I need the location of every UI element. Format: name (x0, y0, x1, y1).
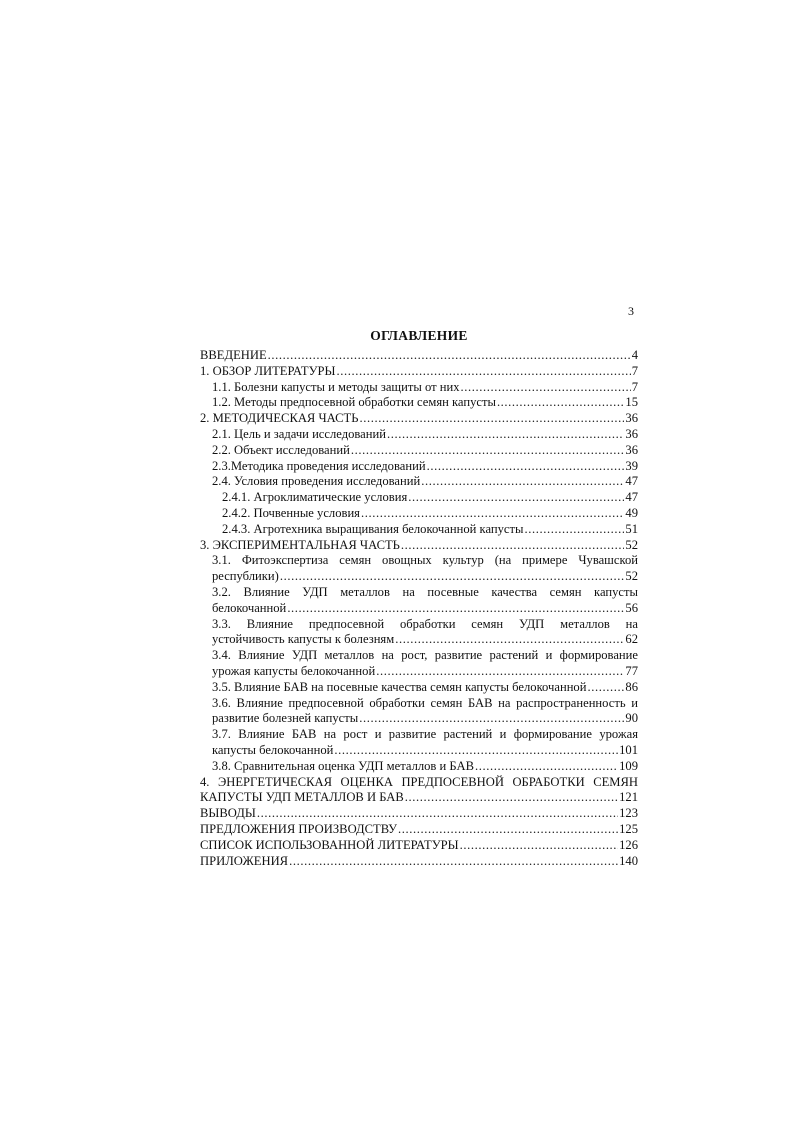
leader-dots (587, 680, 624, 696)
toc-entry-3-7[interactable] (200, 727, 638, 759)
toc-entry-2-3[interactable] (200, 459, 638, 475)
toc-entry-chapter-1[interactable] (200, 364, 638, 380)
leader-dots (280, 569, 625, 585)
leader-dots (336, 364, 630, 380)
toc-entry-2-4-1[interactable] (200, 490, 638, 506)
toc-entry-page: 51 (625, 521, 638, 536)
toc-entry-references[interactable] (200, 838, 638, 854)
toc-entry-chapter-3[interactable] (200, 538, 638, 554)
toc-entry-3-4[interactable] (200, 648, 638, 680)
toc-entry-page: 36 (625, 411, 638, 426)
toc-entry-page: 123 (619, 806, 638, 821)
toc-entry-page: 49 (625, 505, 638, 520)
leader-dots (408, 490, 624, 506)
toc-entry-conclusions[interactable] (200, 806, 638, 822)
page-number: 3 (628, 304, 634, 318)
leader-dots (289, 854, 618, 870)
toc-entry-3-8[interactable] (200, 759, 638, 775)
toc-title: ОГЛАВЛЕНИЕ (370, 328, 468, 343)
leader-dots (398, 822, 618, 838)
toc-entry-label-line-2: капусты белокочанной (212, 742, 334, 757)
toc-entry-page: 140 (619, 853, 638, 868)
leader-dots (461, 380, 631, 396)
toc-entry-2-4-2[interactable] (200, 506, 638, 522)
toc-entry-label: ПРЕДЛОЖЕНИЯ ПРОИЗВОДСТВУ (200, 821, 398, 836)
leader-dots (421, 474, 624, 490)
toc-entry-3-6[interactable] (200, 696, 638, 728)
leader-dots (405, 790, 618, 806)
toc-entry-page: 121 (619, 790, 638, 805)
toc-entry-page: 36 (625, 442, 638, 457)
toc-entry-label: 2. МЕТОДИЧЕСКАЯ ЧАСТЬ (200, 411, 359, 426)
toc-entry-label-line-1: 3.1. Фитоэкспертиза семян овощных культур (на примере Чувашской (212, 553, 638, 568)
toc-entry-label-line-1: 3.7. Влияние БАВ на рост и развитие растений и формирование урожая (212, 727, 638, 742)
toc-entry-appendices[interactable] (200, 854, 638, 870)
leader-dots (475, 759, 618, 775)
leader-dots (376, 664, 624, 680)
toc-entry-2-4-3[interactable] (200, 522, 638, 538)
toc-entry-label: 2.2. Объект исследований (212, 442, 350, 457)
toc-entry-label: ПРИЛОЖЕНИЯ (200, 853, 289, 868)
leader-dots (287, 601, 624, 617)
leader-dots (334, 743, 618, 759)
toc-entry-chapter-2[interactable] (200, 411, 638, 427)
toc-entry-label: 2.4.1. Агроклиматические условия (222, 490, 408, 505)
toc-entry-label-line-1: 3.4. Влияние УДП металлов на рост, развитие растений и формирование (212, 648, 638, 663)
toc-entry-label-line-2: республики) (212, 569, 279, 584)
leader-dots (359, 411, 624, 427)
toc-entry-2-2[interactable] (200, 443, 638, 459)
toc-entry-label-line-1: 4. ЭНЕРГЕТИЧЕСКАЯ ОЦЕНКА ПРЕДПОСЕВНОЙ ОБРАБОТКИ СЕМЯН (200, 774, 638, 789)
toc-entry-label-line-1: 3.3. Влияние предпосевной обработки семян УДП металлов на (212, 616, 638, 631)
toc-entry-proposals[interactable] (200, 822, 638, 838)
toc-entry-chapter-4[interactable] (200, 775, 638, 807)
leader-dots (257, 806, 618, 822)
toc-entry-label: ВЫВОДЫ (200, 806, 256, 821)
leader-dots (351, 443, 625, 459)
toc-entry-label: 2.4.2. Почвенные условия (222, 505, 360, 520)
table-of-contents (200, 348, 638, 869)
leader-dots (395, 632, 624, 648)
toc-entry-page: 47 (625, 490, 638, 505)
toc-entry-page: 126 (619, 837, 638, 852)
toc-entry-page: 125 (619, 821, 638, 836)
toc-entry-label-line-2: развитие болезней капусты (212, 711, 359, 726)
toc-entry-label-line-2: КАПУСТЫ УДП МЕТАЛЛОВ И БАВ (200, 790, 404, 805)
toc-entry-page: 36 (625, 426, 638, 441)
toc-entry-page: 52 (625, 537, 638, 552)
leader-dots (497, 395, 624, 411)
toc-entry-page: 62 (625, 632, 638, 647)
toc-entry-label: 2.3.Методика проведения исследований (212, 458, 426, 473)
toc-entry-page: 7 (631, 363, 638, 378)
toc-entry-page: 109 (619, 758, 638, 773)
toc-entry-page: 47 (625, 474, 638, 489)
toc-entry-3-2[interactable] (200, 585, 638, 617)
toc-entry-page: 52 (625, 569, 638, 584)
toc-entry-label: ВВЕДЕНИЕ (200, 348, 267, 362)
toc-entry-label-line-1: 3.2. Влияние УДП металлов на посевные качества семян капусты (212, 584, 638, 599)
toc-entry-label-line-2: белокочанной (212, 600, 287, 615)
leader-dots (460, 838, 618, 854)
toc-entry-label: 3.8. Сравнительная оценка УДП металлов и БАВ (212, 758, 474, 773)
toc-entry-label: 1.1. Болезни капусты и методы защиты от них (212, 379, 460, 394)
toc-entry-label-line-1: 3.6. Влияние предпосевной обработки семян БАВ на распространенность и (212, 695, 638, 710)
toc-entry-page: 4 (631, 348, 638, 362)
toc-entry-label: СПИСОК ИСПОЛЬЗОВАННОЙ ЛИТЕРАТУРЫ (200, 837, 459, 852)
toc-entry-3-3[interactable] (200, 617, 638, 649)
toc-entry-label: 2.4.3. Агротехника выращивания белокочанной капусты (222, 521, 524, 536)
leader-dots (401, 538, 624, 554)
leader-dots (268, 348, 631, 364)
toc-entry-page: 101 (619, 742, 638, 757)
leader-dots (524, 522, 624, 538)
toc-entry-label-line-2: урожая капусты белокочанной (212, 663, 376, 678)
toc-entry-label: 1. ОБЗОР ЛИТЕРАТУРЫ (200, 363, 336, 378)
toc-entry-page: 56 (625, 600, 638, 615)
toc-entry-introduction[interactable] (200, 348, 638, 364)
toc-entry-3-1[interactable] (200, 553, 638, 585)
toc-entry-page: 7 (631, 379, 638, 394)
toc-entry-label: 1.2. Методы предпосевной обработки семян капусты (212, 395, 496, 410)
toc-entry-1-1[interactable] (200, 380, 638, 396)
leader-dots (427, 459, 625, 475)
toc-entry-page: 77 (625, 663, 638, 678)
toc-entry-label: 3. ЭКСПЕРИМЕНТАЛЬНАЯ ЧАСТЬ (200, 537, 400, 552)
toc-entry-1-2[interactable] (200, 395, 638, 411)
leader-dots (387, 427, 624, 443)
leader-dots (359, 711, 624, 727)
toc-entry-label: 2.1. Цель и задачи исследований (212, 426, 386, 441)
toc-entry-label-line-2: устойчивость капусты к болезням (212, 632, 395, 647)
toc-entry-label: 2.4. Условия проведения исследований (212, 474, 421, 489)
toc-entry-2-4[interactable] (200, 474, 638, 490)
toc-entry-label: 3.5. Влияние БАВ на посевные качества семян капусты белокочанной (212, 679, 587, 694)
leader-dots (361, 506, 624, 522)
toc-entry-page: 15 (625, 395, 638, 410)
toc-entry-2-1[interactable] (200, 427, 638, 443)
toc-entry-page: 39 (625, 458, 638, 473)
toc-entry-page: 86 (625, 679, 638, 694)
toc-entry-page: 90 (625, 711, 638, 726)
toc-entry-3-5[interactable] (200, 680, 638, 696)
